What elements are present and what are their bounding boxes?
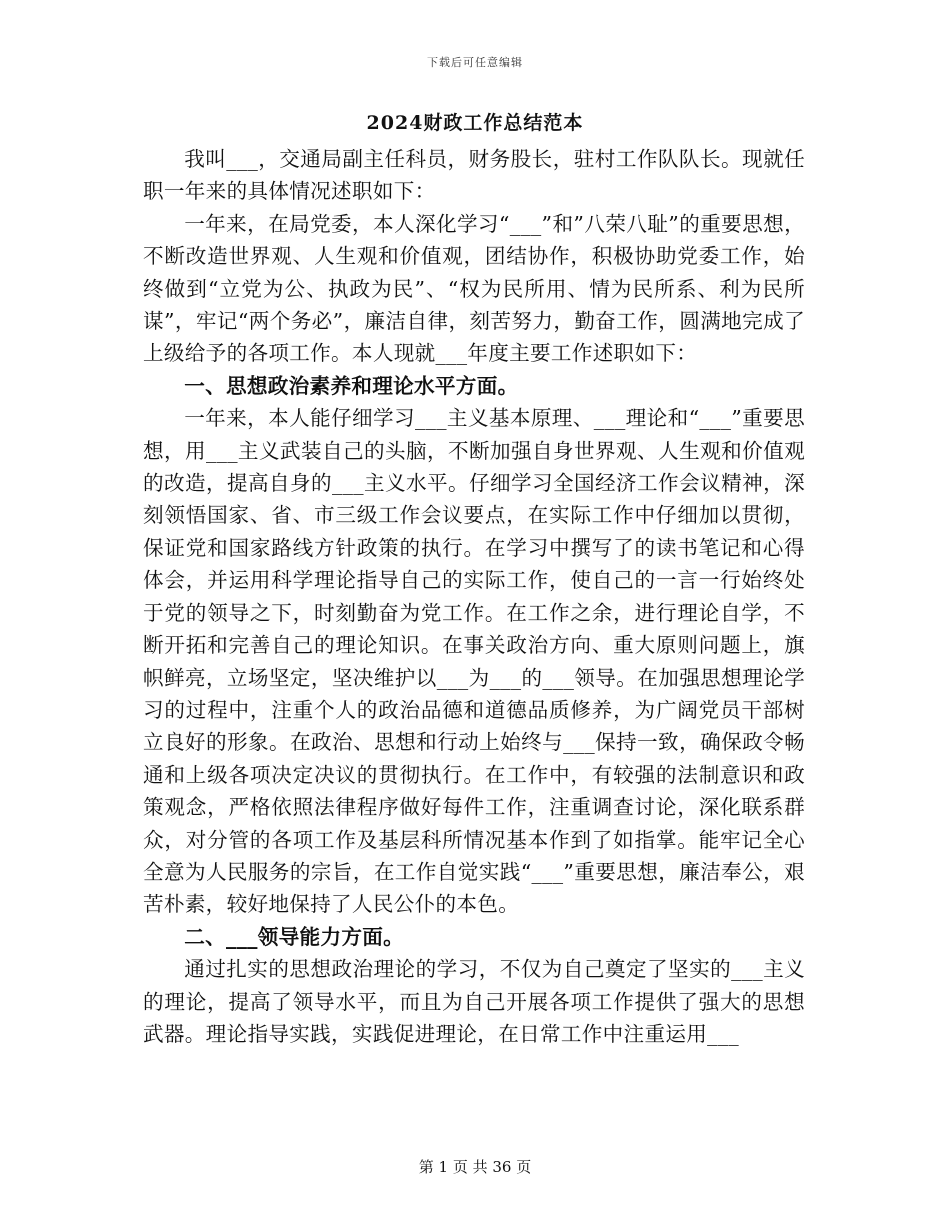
paragraph: 我叫___，交通局副主任科员，财务股长，驻村工作队队长。现就任职一年来的具体情况述职如下：: [143, 147, 805, 204]
section-heading: 二、___领导能力方面。: [184, 924, 405, 949]
header-note: 下载后可任意编辑: [427, 56, 523, 69]
page-number: 第 1 页 共 36 页: [418, 1158, 532, 1176]
paragraph: 通过扎实的思想政治理论的学习，不仅为自己奠定了坚实的___主义的理论，提高了领导水平，而且为自己开展各项工作提供了强大的思想武器。理论指导实践，实践促进理论，在日常工作中注重运用___: [143, 957, 805, 1046]
document-body: [143, 143, 805, 1050]
section-heading: 一、思想政治素养和理论水平方面。: [184, 373, 519, 398]
paragraph: 一年来，在局党委，本人深化学习“___”和”八荣八耻”的重要思想，不断改造世界观、人生观和价值观，团结协作，积极协助党委工作，始终做到“立党为公、执政为民”、“权为民所用、情为民所系、利为民所谋”，牢记“两个务必”，廉洁自律，刻苦努力，勤奋工作，圆满地完成了上级给予的各项工作。本人现就___年度主要工作述职如下：: [143, 211, 805, 366]
paragraph: 一年来，本人能仔细学习___主义基本原理、___理论和“___”重要思想，用___主义武装自己的头脑，不断加强自身世界观、人生观和价值观的改造，提高自身的___主义水平。仔细学习全国经济工作会议精神，深刻领悟国家、省、市三级工作会议要点，在实际工作中仔细加以贯彻，保证党和国家路线方针政策的执行。在学习中撰写了的读书笔记和心得体会，并运用科学理论指导自己的实际工作，使自己的一言一行始终处于党的领导之下，时刻勤奋为党工作。在工作之余，进行理论自学，不断开拓和完善自己的理论知识。在事关政治方向、重大原则问题上，旗帜鲜亮，立场坚定，坚决维护以___为___的___领导。在加强思想理论学习的过程中，注重个人的政治品德和道德品质修养，为广阔党员干部树立良好的形象。在政治、思想和行动上始终与___保持一致，确保政令畅通和上级各项决定决议的贯彻执行。在工作中，有较强的法制意识和政策观念，严格依照法律程序做好每件工作，注重调查讨论，深化联系群众，对分管的各项工作及基层科所情况基本作到了如指掌。能牢记全心全意为人民服务的宗旨，在工作自觉实践“___”重要思想，廉洁奉公，艰苦朴素，较好地保持了人民公仆的本色。: [143, 406, 805, 917]
document-title: 2024财政工作总结范本: [366, 112, 584, 134]
